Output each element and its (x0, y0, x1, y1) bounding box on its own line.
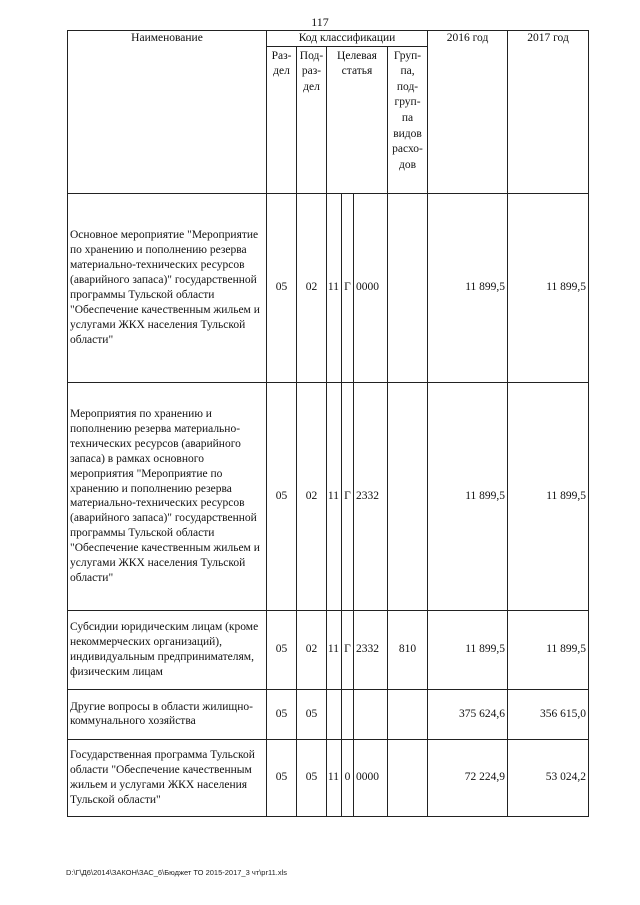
row-2017: 53 024,2 (508, 739, 589, 816)
row-2017: 11 899,5 (508, 382, 589, 610)
header-name: Наименование (68, 31, 267, 194)
row-2016: 11 899,5 (428, 382, 508, 610)
header-subsection: Под- раз- дел (297, 46, 327, 193)
table-row (68, 689, 589, 739)
budget-table (67, 30, 589, 817)
row-target-subprogram: Г (342, 610, 354, 689)
row-section: 05 (267, 689, 297, 739)
header-2017: 2017 год (508, 31, 589, 194)
file-path-footer: D:\Г\Д6\2014\ЗАКОН\ЗАС_6\Бюджет ТО 2015-2017_3 чт\pr11.xls (66, 868, 287, 877)
row-2017: 11 899,5 (508, 193, 589, 382)
table-row (68, 382, 589, 610)
row-expense-group: 810 (388, 610, 428, 689)
row-name: Основное мероприятие "Мероприятие по хранению и пополнению резерва материально-технических ресурсов (аварийного запаса)" государственной программы Тульской области "Обеспечение качественным жильем и услугами ЖКХ населения Тульской области" (68, 193, 267, 382)
row-target-program: 11 (327, 382, 342, 610)
header-classification: Код классификации (267, 31, 428, 47)
row-section: 05 (267, 193, 297, 382)
row-subsection: 05 (297, 689, 327, 739)
row-name: Мероприятия по хранению и пополнению резерва материально-технических ресурсов (аварийного запаса) в рамках основного мероприятия "Мероприятие по хранению и пополнению резерва материально-технических ресурсов (аварийного запаса)" государственной программы Тульской области "Обеспечение качественным жильем и услугами ЖКХ населения Тульской области" (68, 382, 267, 610)
row-subsection: 02 (297, 610, 327, 689)
table-row (68, 739, 589, 816)
row-target-program: 11 (327, 739, 342, 816)
row-expense-group (388, 382, 428, 610)
row-section: 05 (267, 382, 297, 610)
row-target-code: 2332 (354, 382, 388, 610)
row-section: 05 (267, 739, 297, 816)
row-expense-group (388, 689, 428, 739)
row-target-code (354, 689, 388, 739)
row-section: 05 (267, 610, 297, 689)
row-subsection: 02 (297, 382, 327, 610)
page-number: 117 (311, 15, 329, 29)
row-2016: 72 224,9 (428, 739, 508, 816)
row-target-program: 11 (327, 193, 342, 382)
header-section: Раз- дел (267, 46, 297, 193)
row-target-program (327, 689, 342, 739)
row-target-subprogram: 0 (342, 739, 354, 816)
row-name: Субсидии юридическим лицам (кроме некоммерческих организаций), индивидуальным предпринимателям, физическим лицам (68, 610, 267, 689)
table-row (68, 610, 589, 689)
header-target: Целевая статья (327, 46, 388, 193)
row-name: Государственная программа Тульской области "Обеспечение качественным жильем и услугами ЖКХ населения Тульской области" (68, 739, 267, 816)
row-2016: 11 899,5 (428, 610, 508, 689)
row-target-code: 0000 (354, 193, 388, 382)
row-target-subprogram (342, 689, 354, 739)
row-target-code: 0000 (354, 739, 388, 816)
row-expense-group (388, 739, 428, 816)
row-target-subprogram: Г (342, 382, 354, 610)
row-2016: 375 624,6 (428, 689, 508, 739)
table-row (68, 193, 589, 382)
row-expense-group (388, 193, 428, 382)
row-2017: 356 615,0 (508, 689, 589, 739)
header-2016: 2016 год (428, 31, 508, 194)
row-target-subprogram: Г (342, 193, 354, 382)
row-target-code: 2332 (354, 610, 388, 689)
row-2016: 11 899,5 (428, 193, 508, 382)
row-subsection: 05 (297, 739, 327, 816)
header-expense-group: Груп- па, под- груп- па видов расхо- дов (388, 46, 428, 193)
row-subsection: 02 (297, 193, 327, 382)
row-2017: 11 899,5 (508, 610, 589, 689)
row-name: Другие вопросы в области жилищно-коммунального хозяйства (68, 689, 267, 739)
row-target-program: 11 (327, 610, 342, 689)
